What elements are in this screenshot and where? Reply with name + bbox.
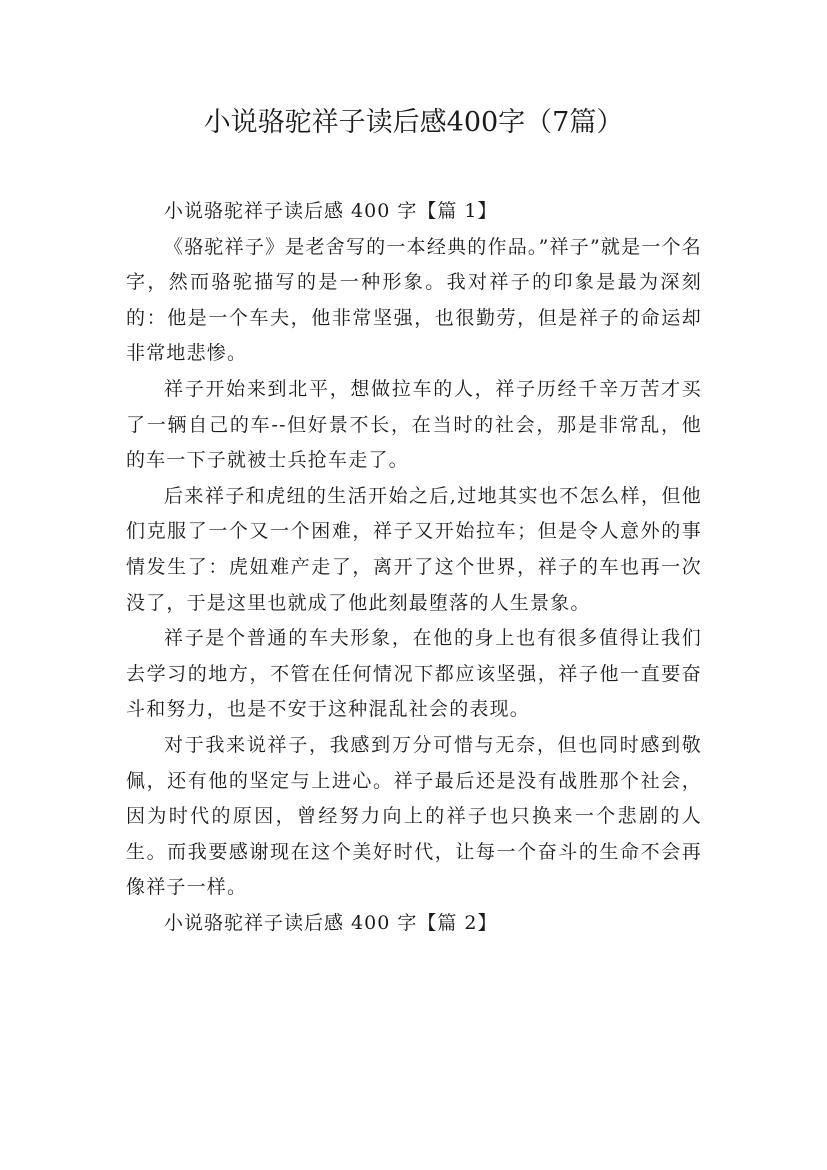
document-title: 小说骆驼祥子读后感400字（7篇）: [203, 107, 624, 138]
paragraph-5: 对于我来说祥子，我感到万分可惜与无奈，但也同时感到敬佩，还有他的坚定与上进心。祥子最后还是没有战胜那个社会，因为时代的原因，曾经努力向上的祥子也只换来一个悲剧的人生。而我要感谢现在这个美好时代，让每一个奋斗的生命不会再像祥子一样。: [126, 733, 702, 899]
paragraph-1: 《骆驼祥子》是老舍写的一本经典的作品。”祥子”就是一个名字，然而骆驼描写的是一种形象。我对祥子的印象是最为深刻的：他是一个车夫，他非常坚强，也很勤劳，但是祥子的命运却非常地悲惨。: [126, 235, 702, 365]
paragraph-3: 后来祥子和虎纽的生活开始之后,过地其实也不怎么样，但他们克服了一个又一个困难，祥子又开始拉车；但是令人意外的事情发生了：虎妞难产走了，离开了这个世界，祥子的车也再一次没了，于是这里也就成了他此刻最堕落的人生景象。: [126, 484, 702, 614]
section-heading-2: 小说骆驼祥子读后感 400 字【篇 2】: [164, 911, 498, 934]
document-body: [126, 194, 702, 941]
paragraph-4: 祥子是个普通的车夫形象，在他的身上也有很多值得让我们去学习的地方，不管在任何情况下都应该坚强，祥子他一直要奋斗和努力，也是不安于这种混乱社会的表现。: [126, 627, 702, 721]
paragraph-2: 祥子开始来到北平，想做拉车的人，祥子历经千辛万苦才买了一辆自己的车--但好景不长，在当时的社会，那是非常乱，他的车一下子就被士兵抢车走了。: [126, 377, 702, 472]
section-heading-1: 小说骆驼祥子读后感 400 字【篇 1】: [164, 200, 498, 222]
